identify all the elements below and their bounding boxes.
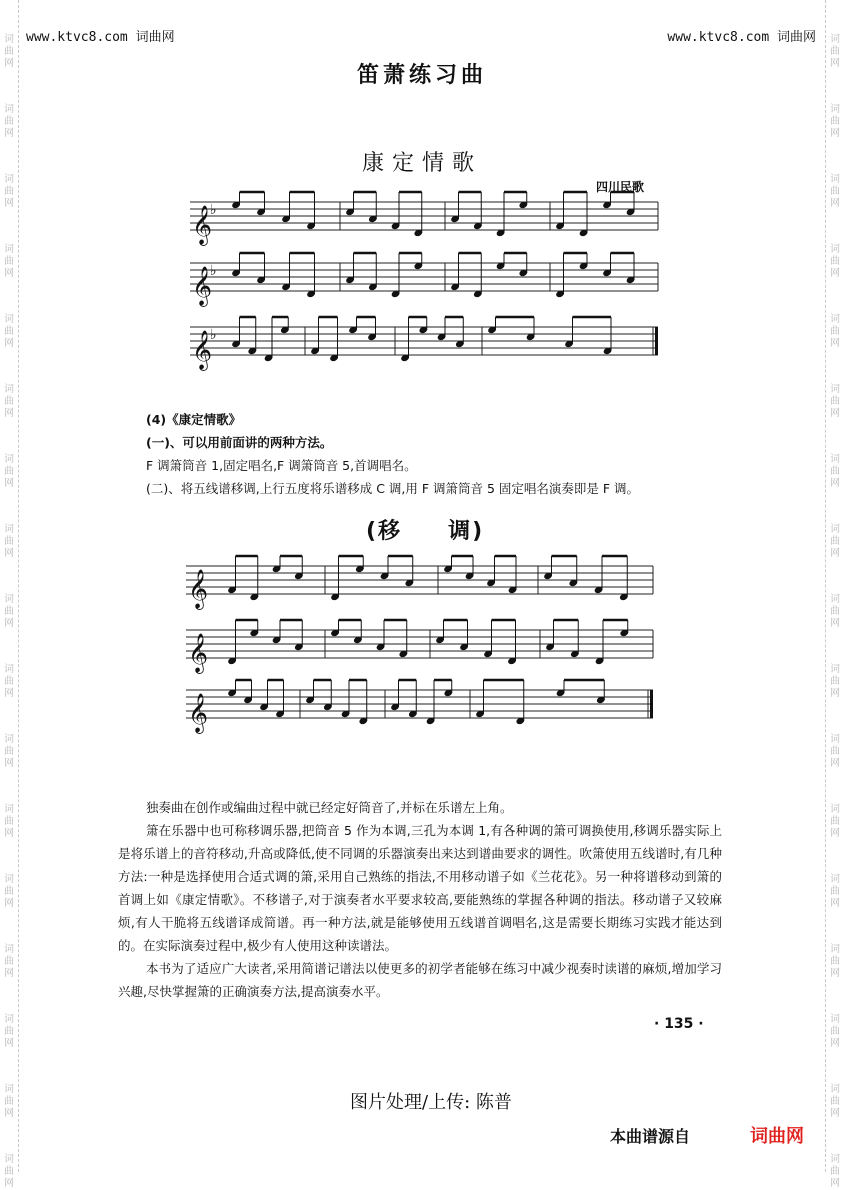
treble-clef-icon: 𝄞 — [192, 330, 213, 370]
watermark-glyph: 网 — [4, 548, 14, 559]
header-site-url-right: www.ktvc8.com 词曲网 — [667, 30, 816, 45]
watermark-glyph: 曲 — [830, 116, 840, 127]
body-paragraph-3: 本书为了适应广大读者,采用简谱记谱法以使更多的初学者能够在练习中减少视奏时读谱的麻烦,增加学习兴趣,尽快掌握箫的正确演奏方法,提高演奏水平。 — [118, 961, 722, 999]
transpose-title — [366, 514, 484, 545]
watermark-glyph: 曲 — [4, 326, 14, 337]
watermark-glyph: 网 — [4, 1178, 14, 1189]
watermark-glyph: 词 — [830, 1014, 840, 1025]
watermark-glyph: 曲 — [830, 256, 840, 267]
uploader-credit: 图片处理/上传: 陈普 — [350, 1092, 512, 1113]
body-paragraph-2: 箫在乐器中也可称移调乐器,把筒音 5 作为本调,三孔为本调 1,有各种调的箫可调换使用,移调乐器实际上是将乐谱上的音符移动,升高或降低,使不同调的乐器演奏出来达到谱曲要求的调性。吹箫使用五线谱时,有几种方法:一种是选择使用合适式调的箫,采用自己熟练的指法,不用移动谱子如《兰花花》。另一种将谱移动到箫的首调上如《康定情歌》。不移谱子,对于演奏者水平要求较高,要能熟练的掌握各种调的指法。移动谱子又较麻烦,有人干脆将五线谱译成简谱。再一种方法,就是能够使用五线谱首调唱名,这是需要长期练习实践才能达到的。在实际演奏过程中,极少有人使用这种读谱法。 — [118, 823, 722, 953]
watermark-glyph: 词 — [830, 244, 840, 255]
watermark-glyph: 词 — [4, 594, 14, 605]
watermark-glyph: 词 — [4, 104, 14, 115]
watermark-glyph: 网 — [830, 58, 840, 69]
watermark-glyph: 词 — [4, 804, 14, 815]
body-paragraph-1: 独奏曲在创作或编曲过程中就已经定好筒音了,并标在乐谱左上角。 — [146, 800, 513, 815]
watermark-glyph: 曲 — [4, 46, 14, 57]
watermark-glyph: 网 — [830, 268, 840, 279]
final-bar-thick — [650, 690, 653, 718]
watermark-glyph: 曲 — [4, 816, 14, 827]
watermark-glyph: 曲 — [830, 746, 840, 757]
watermark-glyph: 词 — [830, 454, 840, 465]
watermark-glyph: 曲 — [4, 186, 14, 197]
watermark-glyph: 曲 — [830, 1166, 840, 1177]
watermark-glyph: 词 — [830, 594, 840, 605]
treble-clef-icon: 𝄞 — [192, 205, 213, 245]
watermark-glyph: 曲 — [4, 676, 14, 687]
watermark-glyph: 网 — [830, 1178, 840, 1189]
watermark-glyph: 词 — [4, 524, 14, 535]
watermark-glyph: 曲 — [4, 746, 14, 757]
watermark-glyph: 网 — [830, 618, 840, 629]
watermark-glyph: 网 — [4, 1108, 14, 1119]
watermark-glyph: 曲 — [830, 676, 840, 687]
watermark-glyph: 词 — [830, 804, 840, 815]
watermark-glyph: 网 — [4, 688, 14, 699]
watermark-glyph: 词 — [4, 734, 14, 745]
watermark-glyph: 网 — [4, 198, 14, 209]
watermark-glyph: 曲 — [4, 256, 14, 267]
watermark-glyph: 曲 — [830, 1026, 840, 1037]
watermark-glyph: 词 — [830, 384, 840, 395]
footer-source-label: 本曲谱源自 — [610, 1127, 691, 1146]
watermark-glyph: 词 — [4, 174, 14, 185]
watermark-glyph: 曲 — [830, 396, 840, 407]
watermark-glyph: 曲 — [830, 186, 840, 197]
treble-clef-icon: 𝄞 — [188, 693, 209, 733]
flat-key-signature-icon: ♭ — [210, 327, 217, 343]
watermark-glyph: 网 — [830, 338, 840, 349]
transpose-title-right: 调) — [448, 519, 485, 544]
watermark-glyph: 词 — [830, 734, 840, 745]
flat-key-signature-icon: ♭ — [210, 263, 217, 279]
body-text — [118, 796, 722, 1003]
watermark-glyph: 曲 — [830, 536, 840, 547]
watermark-glyph: 网 — [830, 548, 840, 559]
watermark-glyph: 曲 — [4, 886, 14, 897]
watermark-glyph: 词 — [4, 384, 14, 395]
watermark-glyph: 网 — [830, 688, 840, 699]
watermark-glyph: 网 — [4, 478, 14, 489]
watermark-glyph: 网 — [4, 268, 14, 279]
song-origin: 四川民歌 — [596, 180, 645, 194]
watermark-glyph: 词 — [4, 1014, 14, 1025]
watermark-glyph: 词 — [4, 244, 14, 255]
watermark-glyph: 网 — [830, 758, 840, 769]
performance-notes — [146, 408, 706, 500]
notes-line-1: (一)、可以用前面讲的两种方法。 — [146, 435, 333, 450]
treble-clef-icon: 𝄞 — [192, 266, 213, 306]
watermark-glyph: 词 — [830, 1084, 840, 1095]
watermark-glyph: 词 — [830, 104, 840, 115]
watermark-glyph: 网 — [4, 828, 14, 839]
watermark-glyph: 曲 — [830, 816, 840, 827]
watermark-glyph: 曲 — [4, 396, 14, 407]
watermark-glyph: 曲 — [830, 606, 840, 617]
watermark-glyph: 网 — [830, 898, 840, 909]
treble-clef-icon: 𝄞 — [188, 569, 209, 609]
watermark-glyph: 网 — [830, 968, 840, 979]
page-title: 笛萧练习曲 — [356, 63, 487, 88]
watermark-glyph: 词 — [830, 944, 840, 955]
watermark-glyph: 词 — [830, 874, 840, 885]
watermark-glyph: 网 — [830, 828, 840, 839]
watermark-glyph: 网 — [4, 128, 14, 139]
watermark-glyph: 网 — [830, 1108, 840, 1119]
watermark-glyph: 曲 — [4, 1166, 14, 1177]
watermark-glyph: 词 — [4, 1154, 14, 1165]
watermark-glyph: 曲 — [4, 536, 14, 547]
watermark-glyph: 曲 — [830, 46, 840, 57]
watermark-glyph: 词 — [4, 1084, 14, 1095]
header-site-url-left: www.ktvc8.com 词曲网 — [26, 30, 175, 45]
watermark-glyph: 网 — [830, 408, 840, 419]
watermark-glyph: 曲 — [830, 326, 840, 337]
watermark-glyph: 网 — [4, 968, 14, 979]
notes-line-3: (二)、将五线谱移调,上行五度将乐谱移成 C 调,用 F 调箫筒音 5 固定唱名演奏即是 F 调。 — [146, 481, 640, 496]
watermark-glyph: 词 — [4, 944, 14, 955]
transpose-title-left: (移 — [366, 519, 403, 544]
final-bar-thick — [655, 327, 658, 355]
watermark-glyph: 词 — [830, 314, 840, 325]
song-title: 康定情歌 — [361, 151, 482, 176]
watermark-glyph: 词 — [4, 314, 14, 325]
treble-clef-icon: 𝄞 — [188, 633, 209, 673]
watermark-glyph: 词 — [4, 664, 14, 675]
watermark-glyph: 网 — [830, 478, 840, 489]
watermark-glyph: 曲 — [4, 116, 14, 127]
watermark-glyph: 词 — [830, 174, 840, 185]
watermark-glyph: 词 — [830, 1154, 840, 1165]
footer-brand-logo: 词曲网 — [750, 1126, 804, 1147]
watermark-glyph: 网 — [4, 408, 14, 419]
watermark-glyph: 网 — [4, 1038, 14, 1049]
watermark-glyph: 词 — [830, 664, 840, 675]
watermark-glyph: 曲 — [830, 466, 840, 477]
watermark-glyph: 网 — [4, 898, 14, 909]
watermark-glyph: 网 — [830, 1038, 840, 1049]
watermark-glyph: 曲 — [4, 956, 14, 967]
watermark-glyph: 词 — [830, 524, 840, 535]
watermark-glyph: 网 — [4, 758, 14, 769]
notes-line-2: F 调箫筒音 1,固定唱名,F 调箫筒音 5,首调唱名。 — [146, 458, 417, 473]
watermark-glyph: 网 — [830, 128, 840, 139]
watermark-glyph: 网 — [4, 618, 14, 629]
watermark-glyph: 曲 — [4, 1026, 14, 1037]
flat-key-signature-icon: ♭ — [210, 202, 217, 218]
notes-heading: (4)《康定情歌》 — [146, 412, 242, 427]
watermark-glyph: 网 — [4, 338, 14, 349]
watermark-glyph: 曲 — [830, 886, 840, 897]
watermark-glyph: 词 — [4, 34, 14, 45]
watermark-glyph: 曲 — [4, 466, 14, 477]
watermark-glyph: 曲 — [4, 606, 14, 617]
watermark-glyph: 曲 — [830, 956, 840, 967]
watermark-glyph: 词 — [830, 34, 840, 45]
watermark-glyph: 词 — [4, 454, 14, 465]
watermark-glyph: 网 — [4, 58, 14, 69]
watermark-glyph: 曲 — [830, 1096, 840, 1107]
watermark-glyph: 曲 — [4, 1096, 14, 1107]
page-number: · 135 · — [654, 1016, 704, 1032]
watermark-glyph: 词 — [4, 874, 14, 885]
watermark-glyph: 网 — [830, 198, 840, 209]
